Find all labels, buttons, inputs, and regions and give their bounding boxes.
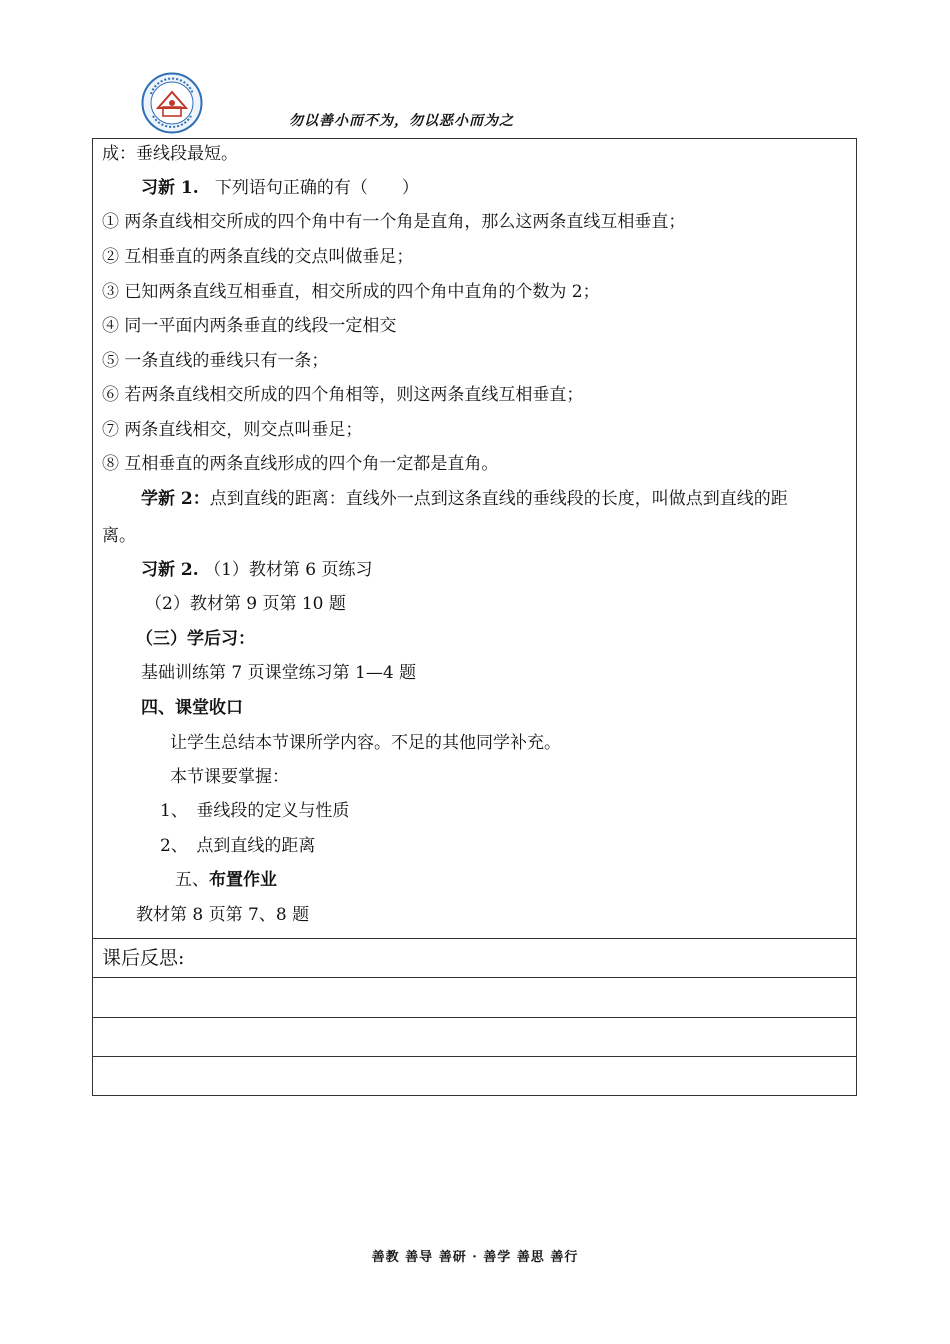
text-line: 成：垂线段最短。	[102, 144, 238, 164]
section-prefix: 五、	[175, 870, 209, 890]
section-heading: （三）学后习：	[136, 629, 255, 649]
text-line: 基础训练第 7 页课堂练习第 1—4 题	[141, 663, 417, 683]
list-item: 1、 垂线段的定义与性质	[160, 801, 350, 821]
footer-slogan: 善教 善导 善研 · 善学 善思 善行	[371, 1250, 579, 1265]
exercise-2	[141, 560, 373, 580]
list-item: ⑤ 一条直线的垂线只有一条；	[102, 351, 329, 371]
table-divider	[93, 1056, 856, 1057]
list-item: 2、 点到直线的距离	[160, 836, 316, 856]
text-line: （2）教材第 9 页第 10 题	[145, 594, 346, 614]
exercise-1	[141, 178, 419, 198]
section-heading	[175, 870, 277, 890]
reflection-label: 课后反思:	[102, 947, 185, 969]
learn-2	[141, 489, 788, 509]
table-divider	[93, 938, 856, 939]
exercise-label: 习新 1.	[141, 178, 199, 198]
list-item: ③ 已知两条直线互相垂直，相交所成的四个角中直角的个数为 2；	[102, 282, 600, 302]
list-item: ② 互相垂直的两条直线的交点叫做垂足；	[102, 247, 414, 267]
learn-text: 点到直线的距离：直线外一点到这条直线的垂线段的长度，叫做点到直线的距	[209, 489, 788, 509]
table-divider	[93, 1017, 856, 1018]
section-title: 布置作业	[209, 870, 277, 890]
list-item: ⑥ 若两条直线相交所成的四个角相等，则这两条直线互相垂直；	[102, 385, 584, 405]
motto: 勿以善小而不为，勿以恶小而为之	[289, 113, 514, 129]
section-heading: 四、课堂收口	[141, 698, 243, 718]
list-item: ① 两条直线相交所成的四个角中有一个角是直角，那么这两条直线互相垂直；	[102, 212, 686, 232]
list-item: ⑧ 互相垂直的两条直线形成的四个角一定都是直角。	[102, 454, 499, 474]
table-divider	[93, 977, 856, 978]
exercise-text: （1）教材第 6 页练习	[204, 560, 373, 580]
exercise-text: 下列语句正确的有（ ）	[214, 178, 419, 198]
text-line: 离。	[102, 526, 136, 546]
text-line: 本节课要掌握：	[170, 767, 289, 787]
text-line: 让学生总结本节课所学内容。不足的其他同学补充。	[170, 733, 561, 753]
learn-label: 学新 2：	[141, 489, 210, 509]
text-line: 教材第 8 页第 7、8 题	[136, 905, 310, 925]
exercise-label: 习新 2.	[141, 560, 199, 580]
list-item: ④ 同一平面内两条垂直的线段一定相交	[102, 316, 397, 336]
list-item: ⑦ 两条直线相交，则交点叫垂足；	[102, 420, 363, 440]
school-logo	[141, 72, 203, 134]
